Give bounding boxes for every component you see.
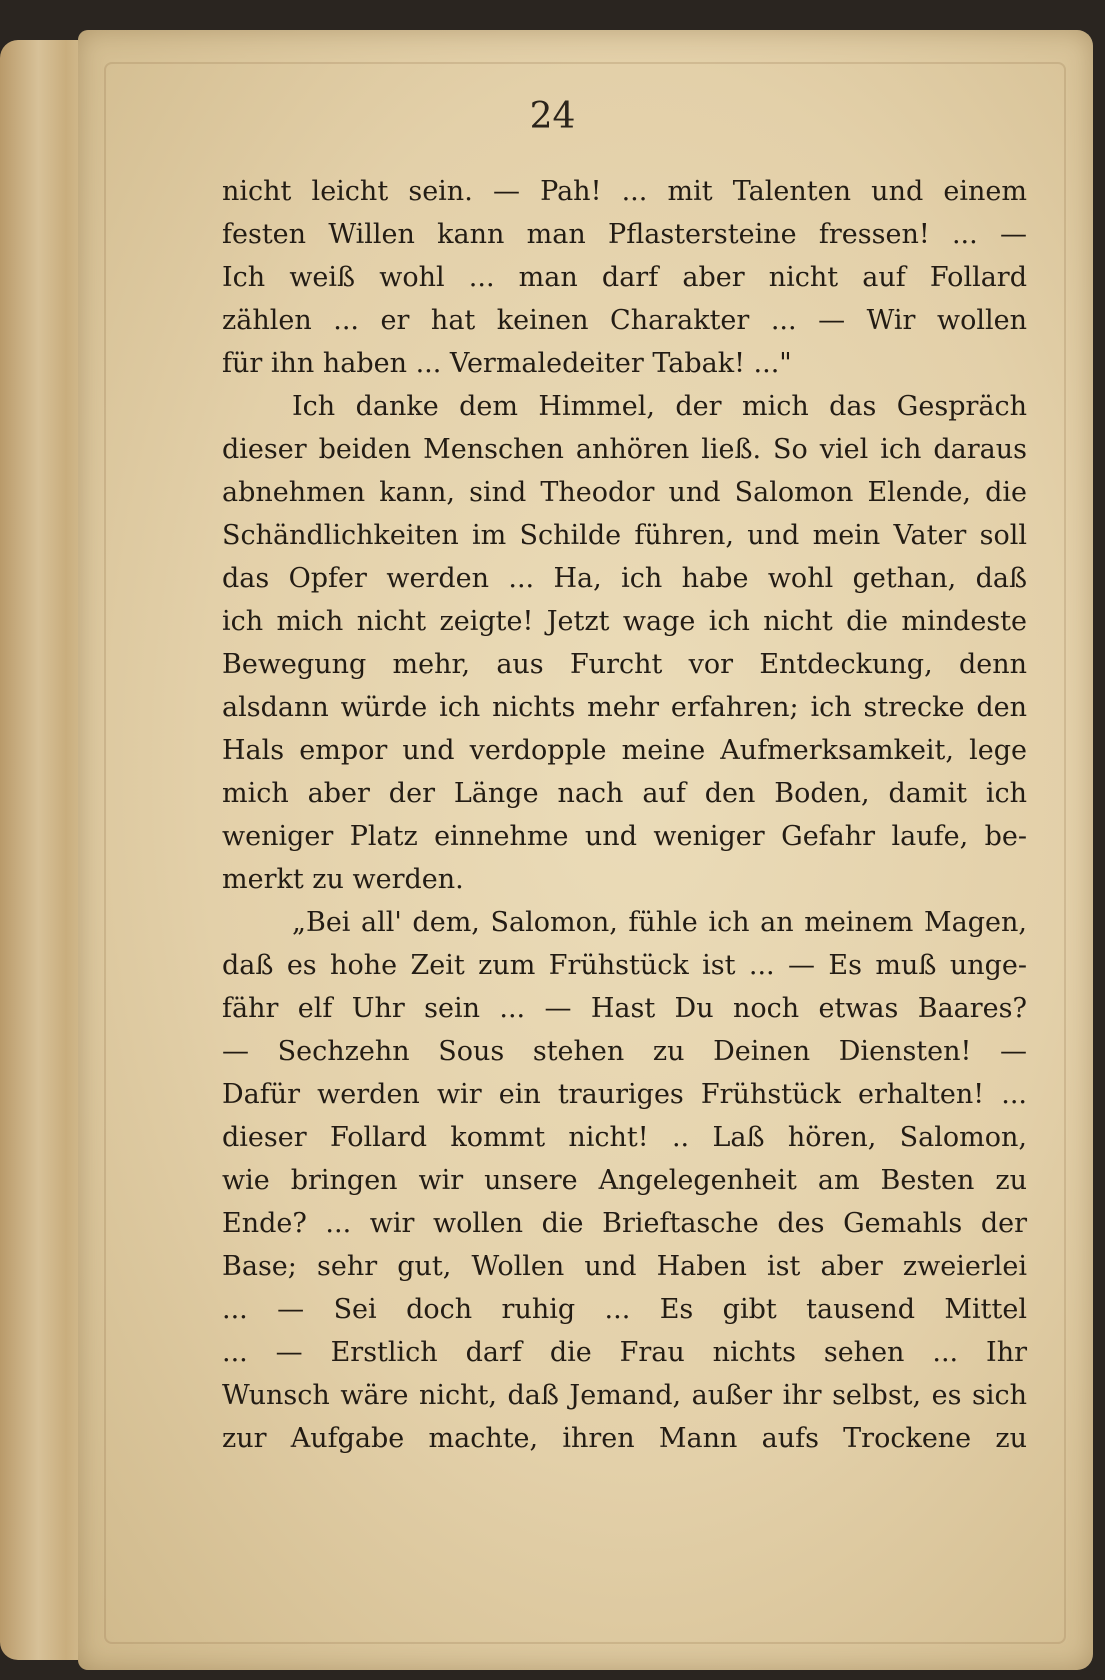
text-line: Ich weiß wohl ... man darf aber nicht auf Follard: [222, 262, 1027, 293]
text-line: Wunsch wäre nicht, daß Jemand, außer ihr selbst, es sich: [222, 1380, 1027, 1411]
text-line: dieser Follard kommt nicht! .. Laß hören, Salomon,: [222, 1122, 1027, 1153]
text-line: Hals empor und verdopple meine Aufmerksamkeit, lege: [222, 735, 1027, 766]
text-line: fähr elf Uhr sein ... — Hast Du noch etwas Baares?: [222, 993, 1027, 1024]
text-line: nicht leicht sein. — Pah! ... mit Talenten und einem: [222, 176, 1027, 207]
text-line: Bewegung mehr, aus Furcht vor Entdeckung, denn: [222, 649, 1027, 680]
text-line: festen Willen kann man Pflastersteine fressen! ... —: [222, 219, 1027, 250]
text-line: ich mich nicht zeigte! Jetzt wage ich nicht die mindeste: [222, 606, 1027, 637]
text-line: mich aber der Länge nach auf den Boden, damit ich: [222, 778, 1027, 809]
text-line: „Bei all' dem, Salomon, fühle ich an meinem Magen,: [292, 907, 1027, 938]
text-line: zur Aufgabe machte, ihren Mann aufs Trockene zu: [222, 1423, 1027, 1454]
text-line: Dafür werden wir ein trauriges Frühstück erhalten! ...: [222, 1079, 1027, 1110]
text-line: ... — Erstlich darf die Frau nichts sehen ... Ihr: [222, 1337, 1027, 1368]
text-line: abnehmen kann, sind Theodor und Salomon Elende, die: [222, 477, 1027, 508]
text-line: Ich danke dem Himmel, der mich das Gespräch: [292, 391, 1027, 422]
page-number: 24: [529, 96, 576, 137]
text-line: Ende? ... wir wollen die Brieftasche des Gemahls der: [222, 1208, 1027, 1239]
text-line: — Sechzehn Sous stehen zu Deinen Diensten! —: [222, 1036, 1027, 1067]
text-line: alsdann würde ich nichts mehr erfahren; ich strecke den: [222, 692, 1027, 723]
text-line: merkt zu werden.: [222, 864, 464, 895]
text-line: Schändlichkeiten im Schilde führen, und mein Vater soll: [222, 520, 1027, 551]
text-line: für ihn haben ... Vermaledeiter Tabak! ...": [222, 348, 792, 379]
text-line: daß es hohe Zeit zum Frühstück ist ... — Es muß unge-: [222, 950, 1027, 981]
text-line: das Opfer werden ... Ha, ich habe wohl gethan, daß: [222, 563, 1027, 594]
text-line: weniger Platz einnehme und weniger Gefahr laufe, be-: [222, 821, 1027, 852]
text-line: wie bringen wir unsere Angelegenheit am Besten zu: [222, 1165, 1027, 1196]
text-line: Base; sehr gut, Wollen und Haben ist aber zweierlei: [222, 1251, 1027, 1282]
text-line: ... — Sei doch ruhig ... Es gibt tausend Mittel: [222, 1294, 1027, 1325]
text-line: zählen ... er hat keinen Charakter ... — Wir wollen: [222, 305, 1027, 336]
text-line: dieser beiden Menschen anhören ließ. So viel ich daraus: [222, 434, 1027, 465]
body-text: [222, 170, 1027, 1460]
